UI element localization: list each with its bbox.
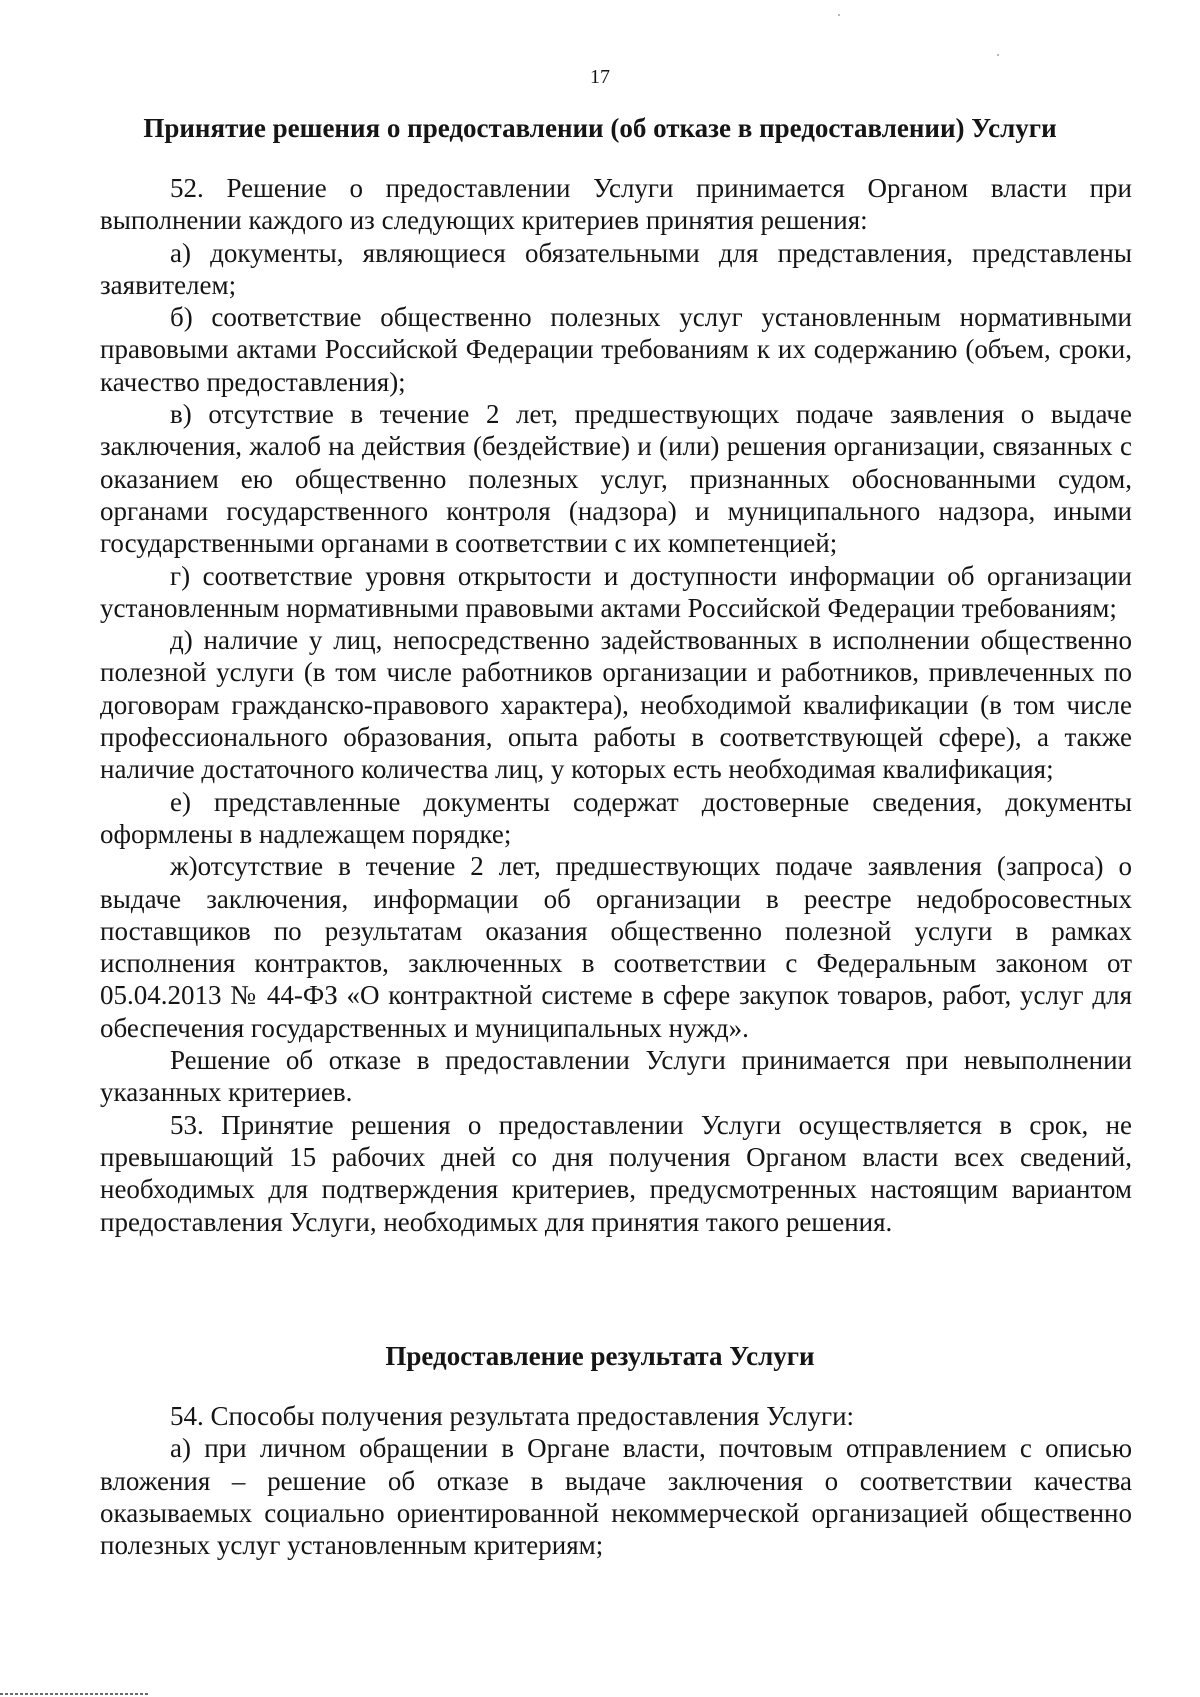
page-number: 17 <box>590 66 610 88</box>
criterion-b: б) соответствие общественно полезных услуг установленным нормативными правовыми актами Российской Федерации требованиям к их содержанию (объем, сроки, качество предоставления); <box>100 302 1132 397</box>
criterion-a: а) документы, являющиеся обязательными для представления, представлены заявителем; <box>100 237 1132 300</box>
section-heading-decision: Принятие решения о предоставлении (об отказе в предоставлении) Услуги <box>143 113 1057 143</box>
paragraph-54: 54. Способы получения результата предоставления Услуги: <box>170 1401 855 1431</box>
paragraph-53: 53. Принятие решения о предоставлении Услуги осуществляется в срок, не превышающий 15 рабочих дней со дня получения Органом власти всех сведений, необходимых для подтверждения критериев, предусмотренных настоящим вариантом предоставления Услуги, необходимых для принятия такого решения. <box>100 1109 1132 1237</box>
section-body-result <box>100 1400 1132 1561</box>
criterion-zh: ж)отсутствие в течение 2 лет, предшествующих подаче заявления (запроса) о выдаче заключения, информации об организации в реестре недобросовестных поставщиков по результатам оказания общественно полезной услуги в рамках исполнения контрактов, заключенных в соответствии с Федеральным законом от 05.04.2013 № 44-ФЗ «О контрактной системе в сфере закупок товаров, работ, услуг для обеспечения государственных и муниципальных нужд». <box>100 851 1132 1043</box>
method-a: а) при личном обращении в Органе власти, почтовым отправлением с описью вложения – решение об отказе в выдаче заключения о соответствии качества оказываемых социально ориентированной некоммерческой организацией общественно полезных услуг установленным критериям; <box>100 1433 1132 1561</box>
section-body-decision <box>100 172 1132 1238</box>
scan-speck <box>997 54 999 56</box>
scan-edge-line <box>0 1693 150 1695</box>
refusal-paragraph: Решение об отказе в предоставлении Услуги принимается при невыполнении указанных критериев. <box>100 1045 1132 1108</box>
criterion-d: д) наличие у лиц, непосредственно задействованных в исполнении общественно полезной услуги (в том числе работников организации и работников, привлеченных по договорам гражданско-правового характера), необходимой квалификации (в том числе профессионального образования, опыта работы в соответствующей сфере), а также наличие достаточного количества лиц, у которых есть необходимая квалификация; <box>100 625 1132 785</box>
criterion-v: в) отсутствие в течение 2 лет, предшествующих подаче заявления о выдаче заключения, жалоб на действия (бездействие) и (или) решения организации, связанных с оказанием ею общественно полезных услуг, признанных обоснованными судом, органами государственного контроля (надзора) и муниципального надзора, иными государственными органами в соответствии с их компетенцией; <box>100 399 1132 559</box>
paragraph-52: 52. Решение о предоставлении Услуги принимается Органом власти при выполнении каждого из следующих критериев принятия решения: <box>100 173 1132 236</box>
section-heading-result: Предоставление результата Услуги <box>385 1341 815 1371</box>
criterion-e: е) представленные документы содержат достоверные сведения, документы оформлены в надлежащем порядке; <box>100 786 1132 849</box>
scan-speck <box>838 14 840 16</box>
criterion-g: г) соответствие уровня открытости и доступности информации об организации установленным нормативными правовыми актами Российской Федерации требованиям; <box>100 560 1132 623</box>
